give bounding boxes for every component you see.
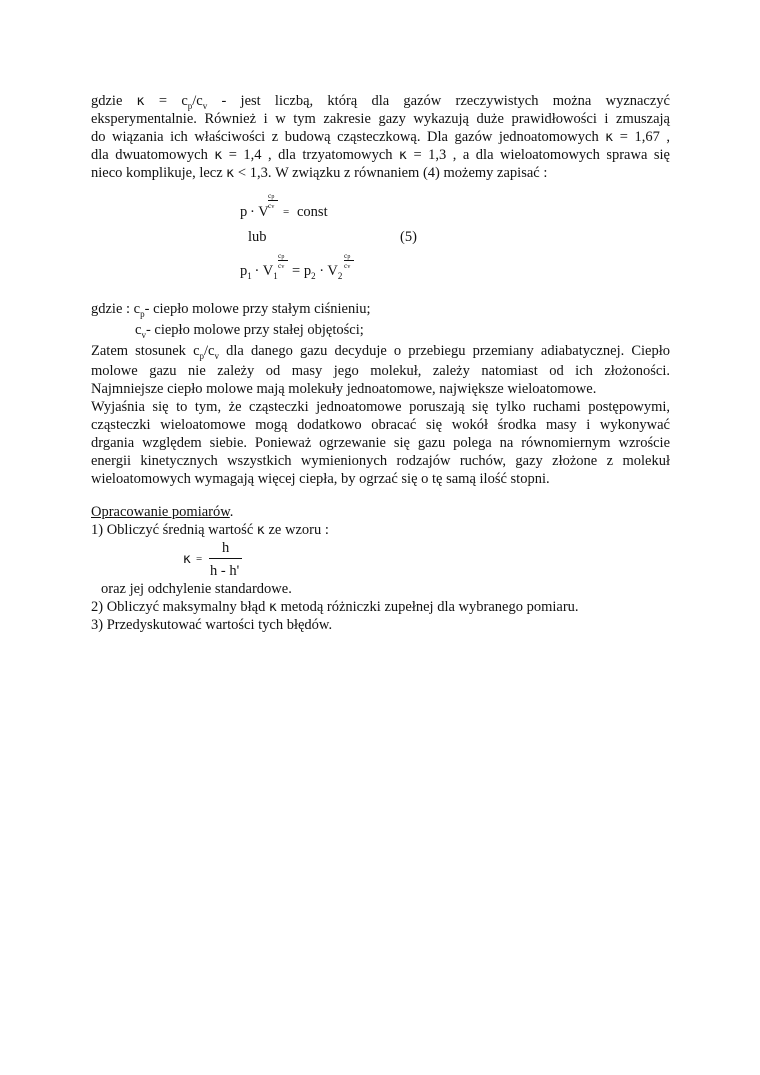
paragraph1-line2: eksperymentalnie. Również i w tym zakresie gazy wykazują duże prawidłowości i zmuszają xyxy=(91,111,670,127)
paragraph3-line2: cząsteczki wieloatomowe mogą dodatkowo obracać się wokół środka masy i wykonywać xyxy=(91,417,670,433)
instruction-item-3: 3) Przedyskutować wartości tych błędów. xyxy=(91,617,333,633)
paragraph2-line1: Zatem stosunek $c_p/c_v$ dla danego gazu decyduje o przebiegu przemiany adiabatycznej. Ciepło xyxy=(91,343,671,361)
instruction-item-2: 2) Obliczyć maksymalny błąd κ metodą różniczki zupełnej dla wybranego pomiaru. xyxy=(91,599,579,615)
definition-cv: $c_v-$ ciepło molowe przy stałej objętości; xyxy=(135,322,364,340)
paragraph2-line3: Najmniejsze ciepło molowe mają molekuły jednoatomowe, największe wieloatomowe. xyxy=(91,381,597,397)
equation-number: (5) xyxy=(400,229,417,245)
paragraph2-line2: molowe gazu nie zależy od masy jego molekuł, zależy natomiast od ich złożoności. xyxy=(91,363,670,379)
section-heading: Opracowanie pomiarów. xyxy=(91,504,234,520)
instruction-item-1-note: oraz jej odchylenie standardowe. xyxy=(101,581,292,597)
paragraph3-line5: wieloatomowych wymagają więcej ciepła, by ogrzać się o tę samą ilość stopni. xyxy=(91,471,550,487)
paragraph3-line4: energii kinetycznych wszystkich wymienionych rodzajów ruchów, gazy złożone z molekuł xyxy=(91,453,670,469)
kappa-symbol: κ xyxy=(136,93,145,109)
definition-cp: gdzie : $c_p-$ ciepło molowe przy stałym ciśnieniu; xyxy=(91,301,371,319)
instruction-item-1: 1) Obliczyć średnią wartość κ ze wzoru : xyxy=(91,522,329,538)
paragraph1-line4: dla dwuatomowych κ = 1,4 , dla trzyatomowych κ = 1,3 , a dla wieloatomowych sprawa się xyxy=(91,147,670,163)
paragraph1-line3: do wiązania ich właściwości z budową cząsteczkową. Dla gazów jednoatomowych κ = 1,67 , xyxy=(91,129,671,145)
lub-label: lub xyxy=(248,229,267,245)
const-label: const xyxy=(297,204,328,220)
paragraph1-line1: gdzie $\kappa = c_p/c_v$ - jest liczbą, którą dla gazów rzeczywistych można wyznaczyć xyxy=(91,93,670,111)
paragraph3-line1: Wyjaśnia się to tym, że cząsteczki jednoatomowe poruszają się tylko ruchami postępowymi, xyxy=(91,399,670,415)
document-page: gdzie $\kappa = c_p/c_v$ - jest liczbą, którą dla gazów rzeczywistych można wyznaczyć eksperymentalnie. Również i w tym zakresie gazy wykazują duże prawidłowości i zmuszają do wiązania ich właściwości z budową cząsteczkową. Dla gazów jednoatomowych κ = 1,67 , dla dwuatomowych κ = 1,4 , dla trzyatomowych κ = 1,3 , a dla wieloatomowych sprawa się nieco komplikuje, lecz κ < 1,3. W związku z równaniem (4) możemy zapisać : p · V cp cv = const lub (5) $p_1 \cdot V_1$ cp cv = $p_2 \cdot V_2$ cp cv gdzie : $c_p-$ ciepło molowe przy stałym ciśnieniu; $c_v-$ ciepło molowe przy stałej objętości; Zatem stosunek $c_p/c_v$ dla danego gazu decyduje o przebiegu przemiany adiabatycznej. Ciepło molowe gazu nie zależy od masy jego molekuł, zależy natomiast od ich złożoności. Najmniejsze ciepło molowe mają molekuły jednoatomowe, największe wieloatomowe. Wyjaśnia się to tym, że cząsteczki jednoatomowe poruszają się tylko ruchami postępowymi, cząsteczki wieloatomowe mogą dodatkowo obracać się wokół środka masy i wykonywać drgania względem siebie. Ponieważ ogrzewanie się gazu polega na równomiernym wzroście energii kinetycznych wszystkich wymienionych rodzajów ruchów, gazy złożone z molekuł wieloatomowych wymagają więcej ciepła, by ogrzać się o tę samą ilość stopni. Opracowanie pomiarów. 1) Obliczyć średnią wartość κ ze wzoru : κ = h h - h' oraz jej odchylenie standardowe. 2) Obliczyć maksymalny błąd κ metodą różniczki zupełnej dla wybranego pomiaru. 3) Przedyskutować wartości tych błędów. xyxy=(91,93,671,633)
paragraph3-line3: drgania względem siebie. Ponieważ ogrzewanie się gazu polega na równomiernym wzroście xyxy=(91,435,670,451)
paragraph1-line5: nieco komplikuje, lecz κ < 1,3. W związku z równaniem (4) możemy zapisać : xyxy=(91,165,548,181)
